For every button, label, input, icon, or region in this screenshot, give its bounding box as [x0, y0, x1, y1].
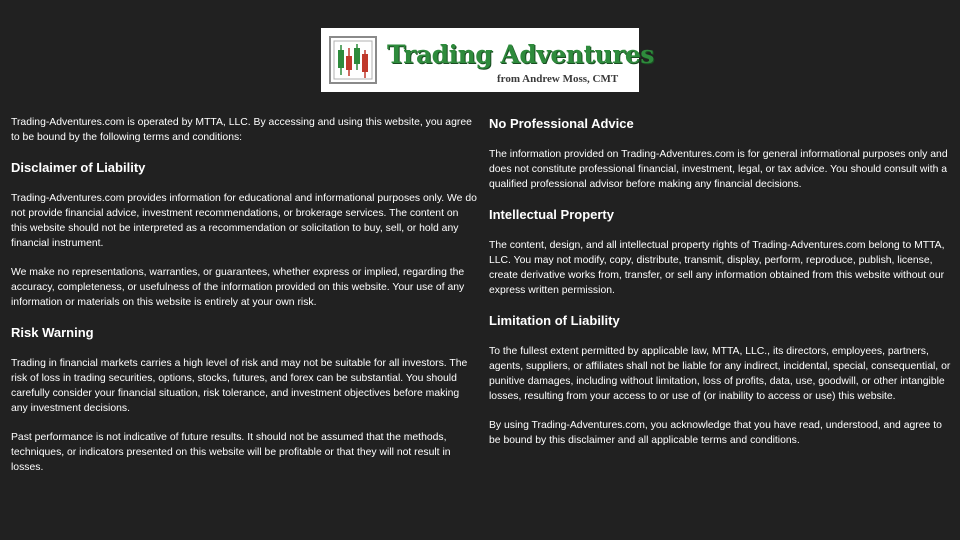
logo-title: Trading Adventures — [387, 40, 654, 69]
risk-paragraph-1: Trading in financial markets carries a high level of risk and may not be suitable for all investors. The risk of loss in trading securities, options, stocks, futures, and forex can be substantial. You should carefully consider your financial situation, risk tolerance, and investment objectives before making any investment decisions. — [11, 358, 468, 414]
risk-paragraph-2: Past performance is not indicative of future results. It should not be assumed that the methods, techniques, or indicators presented on this website will be profitable or that they will not result in losses. — [11, 432, 451, 473]
logo-subtitle: from Andrew Moss, CMT — [497, 73, 619, 85]
disclaimer-paragraph-2: We make no representations, warranties, or guarantees, whether express or implied, regarding the accuracy, completeness, or usefulness of the information provided on this website. Your use of any information or materials on this website is entirely at your own risk. — [11, 267, 465, 308]
advice-paragraph: The information provided on Trading-Adventures.com is for general informational purposes only and does not constitute professional financial, investment, legal, or tax advice. You should consult with a qualified professional advisor before making any financial decisions. — [489, 149, 948, 190]
liability-heading: Limitation of Liability — [489, 313, 620, 328]
intro-text: Trading-Adventures.com is operated by MTTA, LLC. By accessing and using this website, you agree to be bound by the following terms and conditions: — [11, 117, 472, 143]
ip-paragraph: The content, design, and all intellectual property rights of Trading-Adventures.com belong to MTTA, LLC. You may not modify, copy, distribute, transmit, display, perform, reproduce, publish, license, create derivative works from, transfer, or sell any information obtained from this website without our express written permission. — [489, 240, 945, 296]
advice-heading: No Professional Advice — [489, 116, 634, 131]
ip-heading: Intellectual Property — [489, 207, 614, 222]
liability-paragraph: To the fullest extent permitted by applicable law, MTTA, LLC., its directors, employees, partners, agents, suppliers, or affiliates shall not be liable for any indirect, incidental, special, consequential, or punitive damages, including without limitation, loss of profits, data, use, goodwill, or other intangible losses, resulting from your access to or use of (or inability to access or use) this website. — [489, 346, 951, 402]
site-logo — [321, 28, 654, 92]
disclaimer-heading: Disclaimer of Liability — [11, 160, 146, 175]
left-column — [11, 115, 477, 489]
risk-heading: Risk Warning — [11, 325, 94, 340]
right-column — [489, 115, 951, 462]
disclaimer-paragraph-1: Trading-Adventures.com provides information for educational and informational purposes only. We do not provide financial advice, investment recommendations, or brokerage services. The content on this website should not be interpreted as a recommendation or solicitation to buy, sell, or hold any financial instrument. — [11, 193, 477, 249]
candlestick-chart-icon — [329, 36, 377, 84]
closing-paragraph: By using Trading-Adventures.com, you acknowledge that you have read, understood, and agree to be bound by this disclaimer and all applicable terms and conditions. — [489, 420, 942, 446]
